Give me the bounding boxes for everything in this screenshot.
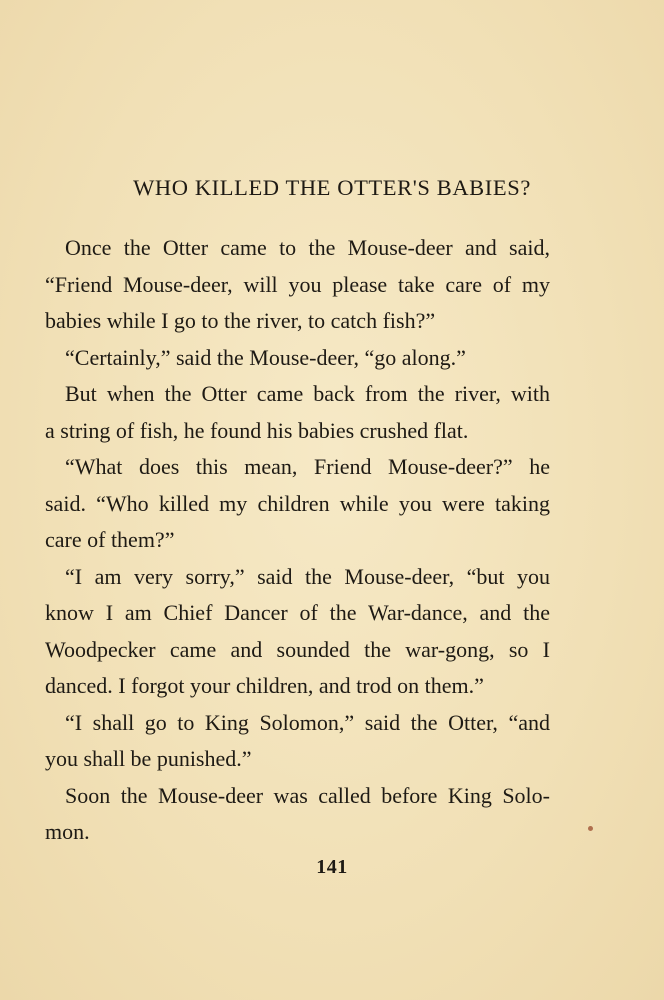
page-number: 141 [316, 856, 348, 878]
text-line: know I am Chief Dancer of the War-dance, and the [45, 600, 550, 625]
ink-speck [588, 826, 593, 831]
text-line: said. “Who killed my children while you were taking [45, 490, 550, 516]
text-line: danced. I forgot your children, and trod on them.” [45, 673, 484, 698]
text-line: you shall be punished.” [45, 746, 252, 771]
text-line: care of them?” [45, 527, 175, 552]
text-line: “Friend Mouse-deer, will you please take care of my [45, 271, 550, 297]
text-line: Once the Otter came to the Mouse-deer and said, [65, 235, 550, 260]
text-line: mon. [45, 819, 90, 844]
chapter-title: WHO KILLED THE OTTER'S BABIES? [133, 175, 531, 200]
text-line: a string of fish, he found his babies crushed flat. [45, 417, 469, 443]
text-line: “I am very sorry,” said the Mouse-deer, “but you [65, 563, 550, 589]
text-line: But when the Otter came back from the river, with [65, 381, 550, 406]
text-line: “Certainly,” said the Mouse-deer, “go along.” [65, 344, 466, 370]
text-line: “What does this mean, Friend Mouse-deer?” he [65, 454, 550, 479]
text-line: babies while I go to the river, to catch fish?” [45, 308, 436, 333]
text-line: Soon the Mouse-deer was called before King Solo- [65, 782, 550, 808]
text-line: Woodpecker came and sounded the war-gong, so I [45, 636, 550, 662]
text-line: “I shall go to King Solomon,” said the Otter, “and [65, 709, 550, 735]
chapter-body [45, 230, 550, 851]
